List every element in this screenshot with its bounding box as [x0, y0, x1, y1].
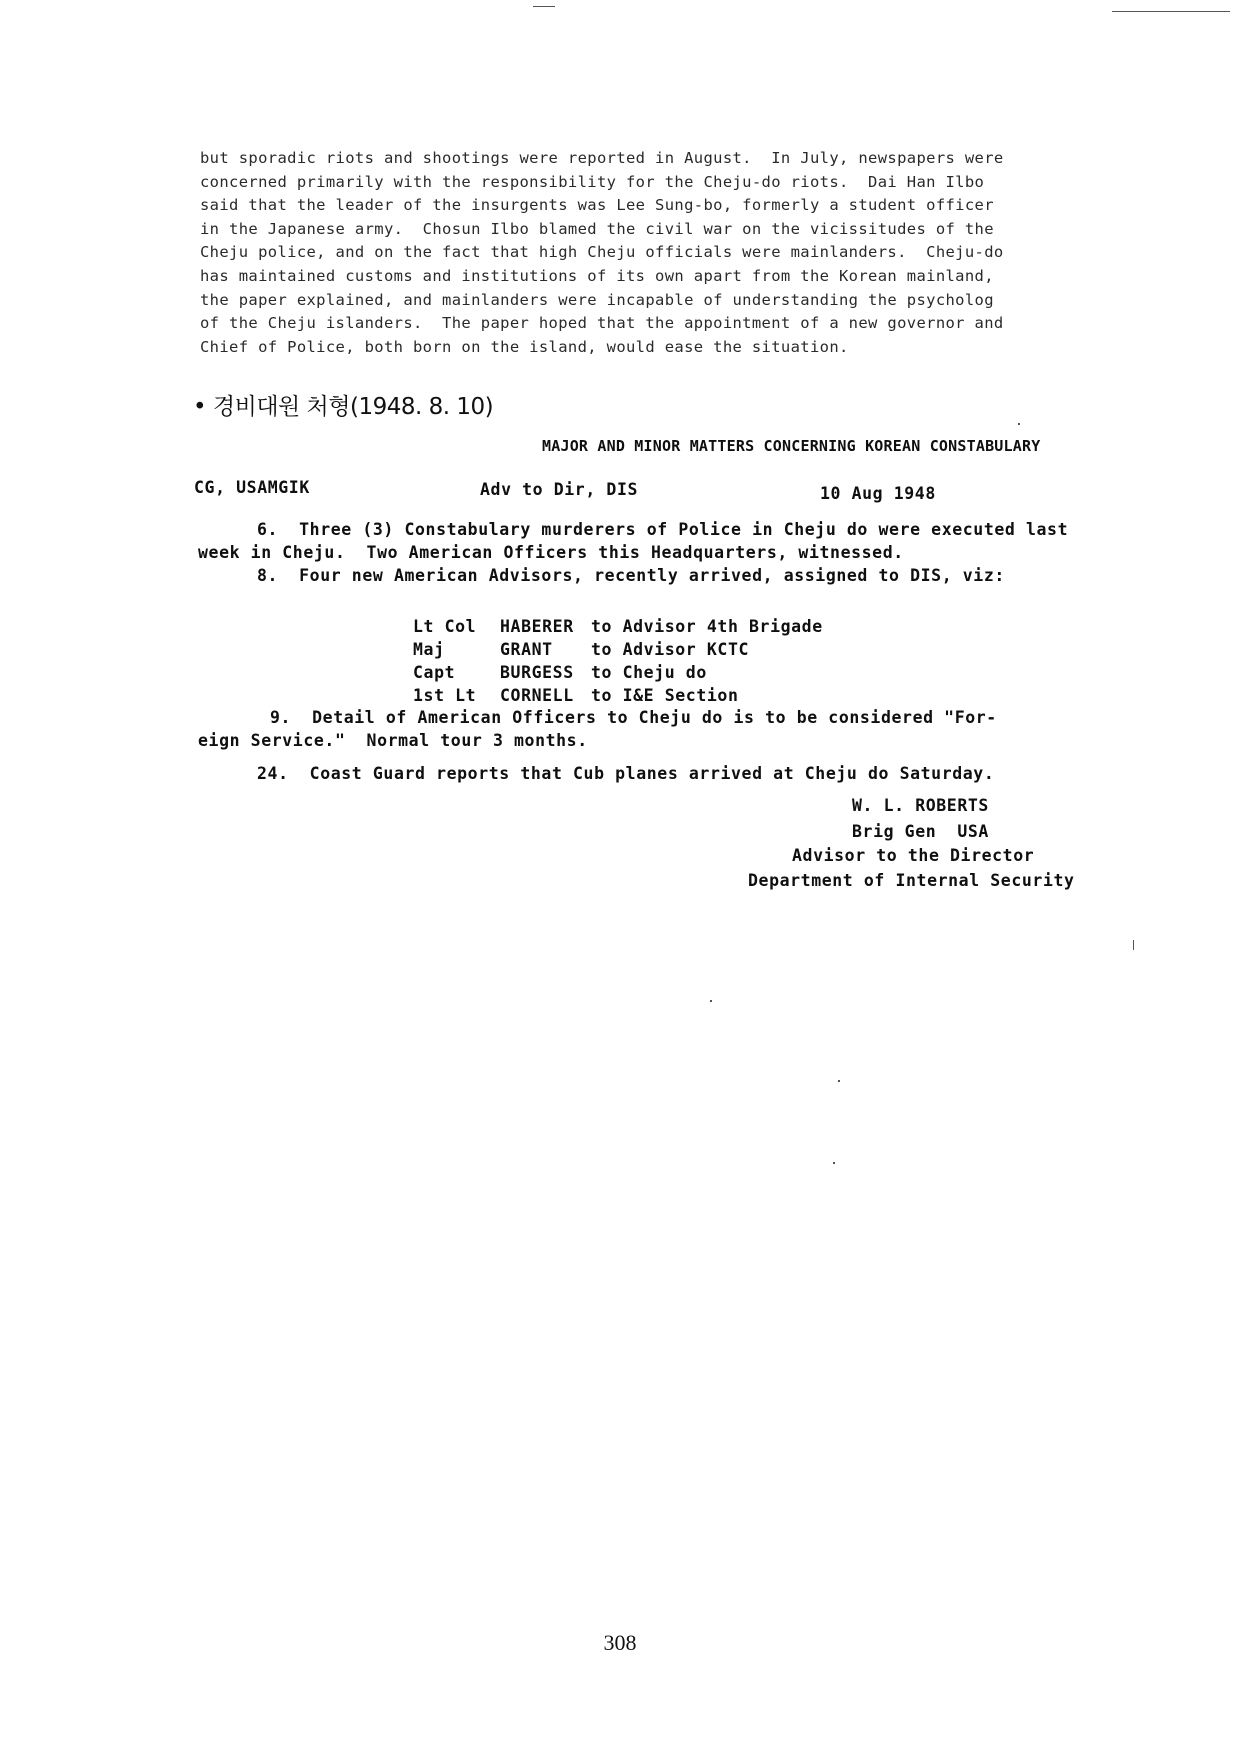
- paragraph-line: the paper explained, and mainlanders were incapable of understanding the psycholog: [200, 290, 994, 309]
- memo-from: CG, USAMGIK: [194, 478, 310, 497]
- memo-to: Adv to Dir, DIS: [480, 480, 639, 499]
- signature-department: Department of Internal Security: [748, 871, 1075, 890]
- signature-name: W. L. ROBERTS: [852, 796, 989, 815]
- advisor-assignment: to Advisor 4th Brigade: [591, 617, 823, 636]
- page-number: 308: [603, 1630, 637, 1655]
- signature-rank: Brig Gen USA: [852, 822, 989, 841]
- paragraph-line: concerned primarily with the responsibility for the Cheju-do riots. Dai Han Ilbo: [200, 172, 985, 191]
- korean-section-heading: • 경비대원 처형(1948. 8. 10): [193, 394, 494, 420]
- paragraph-line: Cheju police, and on the fact that high Cheju officials were mainlanders. Cheju-do: [200, 243, 1004, 262]
- paragraph-line: Chief of Police, both born on the island, would ease the situation.: [200, 337, 849, 356]
- memo-item-24: 24. Coast Guard reports that Cub planes arrived at Cheju do Saturday.: [257, 764, 995, 783]
- memo-item-8: 8. Four new American Advisors, recently arrived, assigned to DIS, viz:: [257, 566, 1005, 585]
- paragraph-line: has maintained customs and institutions of its own apart from the Korean mainland,: [200, 266, 994, 285]
- advisor-assignment: to Advisor KCTC: [591, 640, 750, 659]
- advisor-name: HABERER: [500, 617, 574, 636]
- advisor-assignment: to I&E Section: [591, 686, 739, 705]
- advisor-rank: Lt Col: [413, 617, 477, 636]
- advisor-name: CORNELL: [500, 686, 574, 705]
- memo-item-9-line1: 9. Detail of American Officers to Cheju do is to be considered "For-: [270, 708, 997, 727]
- advisor-name: GRANT: [500, 640, 553, 659]
- advisor-name: BURGESS: [500, 663, 574, 682]
- paragraph-line: but sporadic riots and shootings were reported in August. In July, newspapers were: [200, 149, 1004, 167]
- advisor-rank: Maj: [413, 640, 445, 659]
- memo-item-6-line2: week in Cheju. Two American Officers this Headquarters, witnessed.: [198, 543, 904, 562]
- advisor-assignment: to Cheju do: [591, 663, 707, 682]
- memo-date: 10 Aug 1948: [820, 484, 936, 503]
- advisor-rank: 1st Lt: [413, 686, 477, 705]
- paragraph-line: in the Japanese army. Chosun Ilbo blamed the civil war on the vicissitudes of the: [200, 219, 994, 238]
- signature-title: Advisor to the Director: [792, 846, 1035, 865]
- paragraph-line: said that the leader of the insurgents was Lee Sung-bo, formerly a student officer: [200, 196, 994, 215]
- memo-item-6-line1: 6. Three (3) Constabulary murderers of Police in Cheju do were executed last: [257, 520, 1069, 539]
- memo-item-9-line2: eign Service." Normal tour 3 months.: [198, 731, 588, 750]
- memo-title: MAJOR AND MINOR MATTERS CONCERNING KOREAN CONSTABULARY: [542, 437, 1041, 455]
- advisor-rank: Capt: [413, 663, 456, 682]
- paragraph-line: of the Cheju islanders. The paper hoped that the appointment of a new governor and: [200, 314, 1004, 333]
- report-paragraph: [200, 147, 1150, 359]
